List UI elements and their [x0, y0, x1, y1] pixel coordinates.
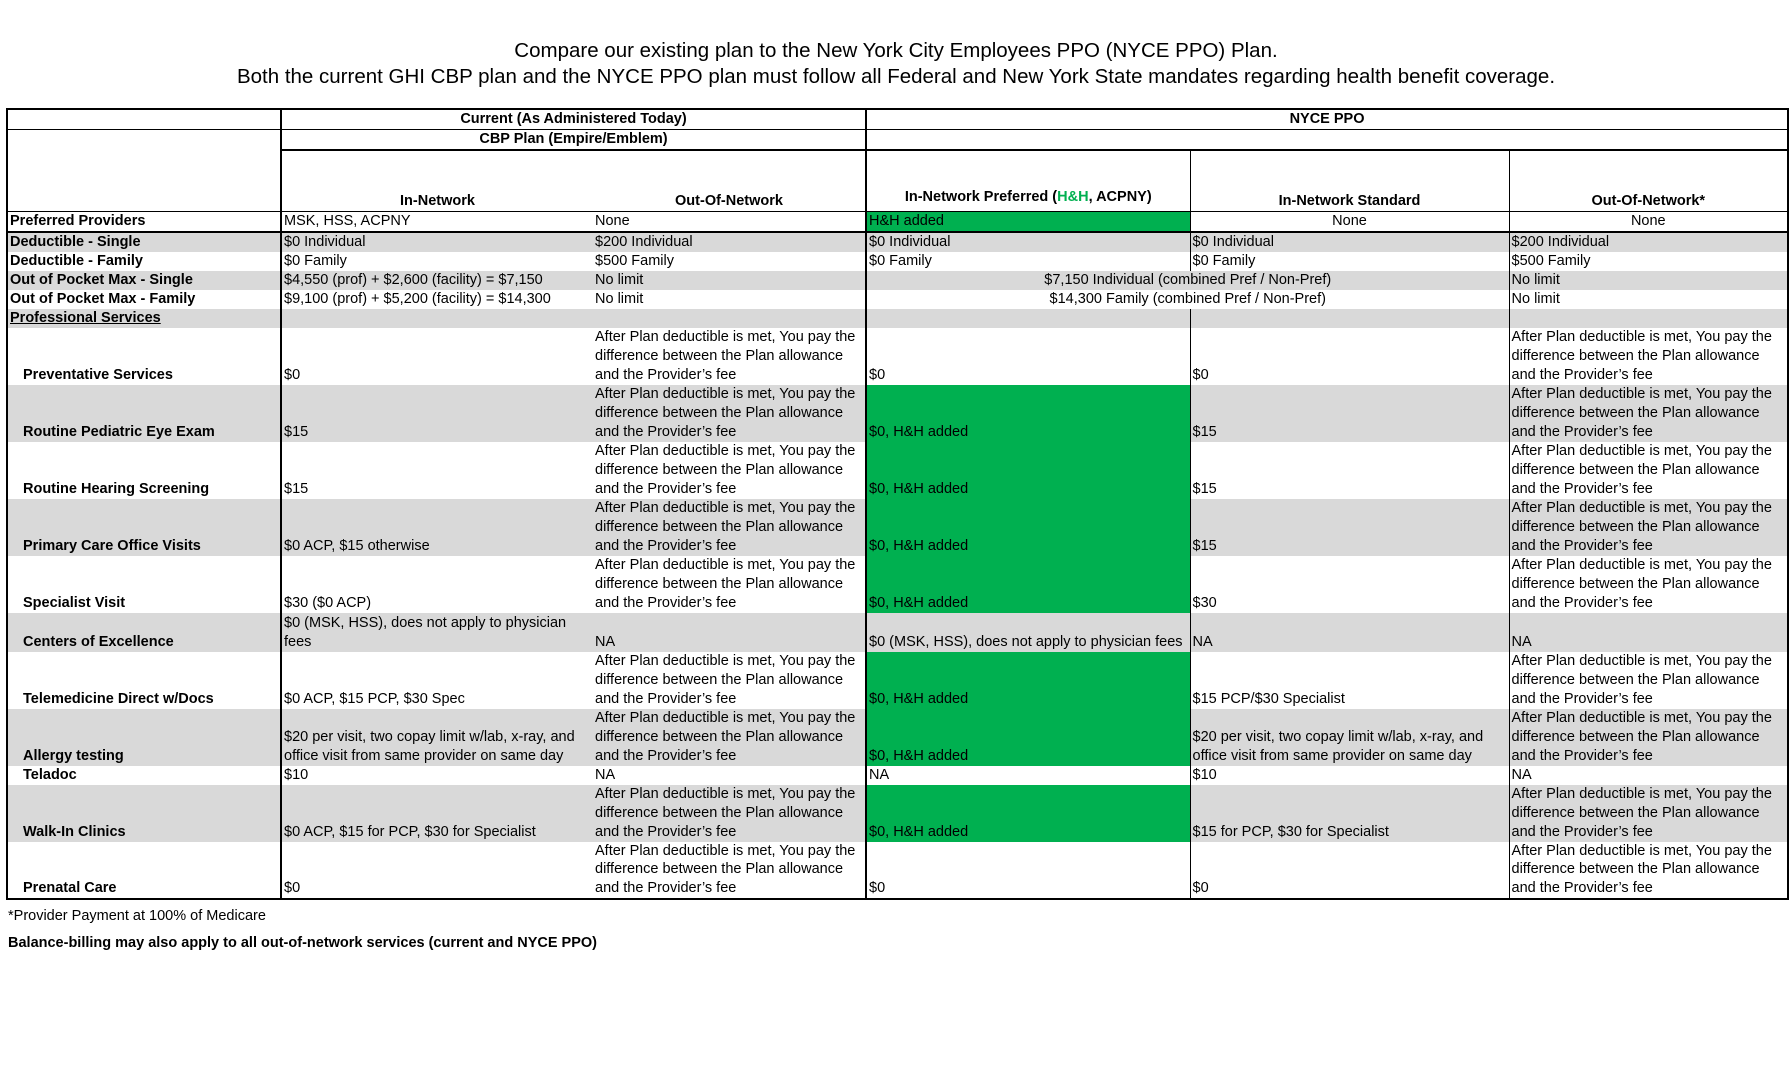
table-column-header-row: [7, 150, 1788, 212]
col-nyce-out-of-network: Out-Of-Network*: [1509, 150, 1788, 212]
nyce-plan-header: NYCE PPO: [866, 109, 1788, 129]
table-row: Allergy testing $20 per visit, two copay limit w/lab, x-ray, and office visit from same provider on same day After Plan deductible is met, You pay the difference between the Plan allowance and the Provider’s fee $0, H&H added $20 per visit, two copay limit w/lab, x-ray, and office visit from same provider on same day After Plan deductible is met, You pay the difference between the Plan allowance and the Provider’s fee: [7, 709, 1788, 766]
table-row: Routine Hearing Screening $15 After Plan deductible is met, You pay the difference between the Plan allowance and the Provider’s fee $0, H&H added $15 After Plan deductible is met, You pay the difference between the Plan allowance and the Provider’s fee: [7, 442, 1788, 499]
table-row: Preventative Services $0 After Plan deductible is met, You pay the difference between the Plan allowance and the Provider’s fee $0 $0 After Plan deductible is met, You pay the difference between the Plan allowance and the Provider’s fee: [7, 328, 1788, 385]
footnote-medicare: *Provider Payment at 100% of Medicare: [8, 908, 266, 924]
comparison-table: [6, 108, 1789, 900]
table-row: Out of Pocket Max - Single $4,550 (prof) + $2,600 (facility) = $7,150 No limit $7,150 Individual (combined Pref / Non-Pref) No limit: [7, 271, 1788, 290]
hh-added-cell: H&H added: [866, 212, 1190, 232]
col-in-network-preferred: In-Network Preferred (H&H, ACPNY): [866, 150, 1190, 212]
col-in-network: In-Network: [281, 150, 593, 212]
footnote-balance-billing: Balance-billing may also apply to all out-of-network services (current and NYCE PPO): [8, 935, 597, 951]
table-row: Centers of Excellence $0 (MSK, HSS), does not apply to physician fees NA $0 (MSK, HSS), does not apply to physician fees NA NA: [7, 613, 1788, 652]
table-header-sub-row: [7, 129, 1788, 149]
table-header-group-row: [7, 109, 1788, 129]
col-in-network-standard: In-Network Standard: [1190, 150, 1509, 212]
table-row: Prenatal Care $0 After Plan deductible is met, You pay the difference between the Plan allowance and the Provider’s fee $0 $0 After Plan deductible is met, You pay the difference between the Plan allowance and the Provider’s fee: [7, 842, 1788, 899]
page-title: Compare our existing plan to the New York City Employees PPO (NYCE PPO) Plan.: [514, 39, 1278, 62]
table-row: Deductible - Single $0 Individual $200 Individual $0 Individual $0 Individual $200 Individual: [7, 232, 1788, 252]
table-row: Out of Pocket Max - Family $9,100 (prof) + $5,200 (facility) = $14,300 No limit $14,300 Family (combined Pref / Non-Pref) No limit: [7, 290, 1788, 309]
table-section-row: [7, 309, 1788, 328]
col-out-of-network: Out-Of-Network: [593, 150, 866, 212]
current-plan-subheader: CBP Plan (Empire/Emblem): [281, 129, 866, 149]
table-row: Teladoc $10 NA NA $10 NA: [7, 766, 1788, 785]
table-row: Primary Care Office Visits $0 ACP, $15 otherwise After Plan deductible is met, You pay the difference between the Plan allowance and the Provider’s fee $0, H&H added $15 After Plan deductible is met, You pay the difference between the Plan allowance and the Provider’s fee: [7, 499, 1788, 556]
section-professional-services: Professional Services: [7, 309, 281, 328]
page-subtitle: Both the current GHI CBP plan and the NYCE PPO plan must follow all Federal and New York State mandates regarding health benefit coverage.: [236, 65, 1556, 88]
current-plan-header: Current (As Administered Today): [281, 109, 866, 129]
hh-highlight: H&H: [1057, 189, 1089, 206]
table-row: Routine Pediatric Eye Exam $15 After Plan deductible is met, You pay the difference between the Plan allowance and the Provider’s fee $0, H&H added $15 After Plan deductible is met, You pay the difference between the Plan allowance and the Provider’s fee: [7, 385, 1788, 442]
table-row: Deductible - Family $0 Family $500 Family $0 Family $0 Family $500 Family: [7, 252, 1788, 271]
table-row: Specialist Visit $30 ($0 ACP) After Plan deductible is met, You pay the difference between the Plan allowance and the Provider’s fee $0, H&H added $30 After Plan deductible is met, You pay the difference between the Plan allowance and the Provider’s fee: [7, 556, 1788, 613]
table-row: Walk-In Clinics $0 ACP, $15 for PCP, $30 for Specialist After Plan deductible is met, You pay the difference between the Plan allowance and the Provider’s fee $0, H&H added $15 for PCP, $30 for Specialist After Plan deductible is met, You pay the difference between the Plan allowance and the Provider’s fee: [7, 785, 1788, 842]
table-row: Telemedicine Direct w/Docs $0 ACP, $15 PCP, $30 Spec After Plan deductible is met, You pay the difference between the Plan allowance and the Provider’s fee $0, H&H added $15 PCP/$30 Specialist After Plan deductible is met, You pay the difference between the Plan allowance and the Provider’s fee: [7, 652, 1788, 709]
table-row: Preferred Providers MSK, HSS, ACPNY None H&H added None None: [7, 212, 1788, 232]
